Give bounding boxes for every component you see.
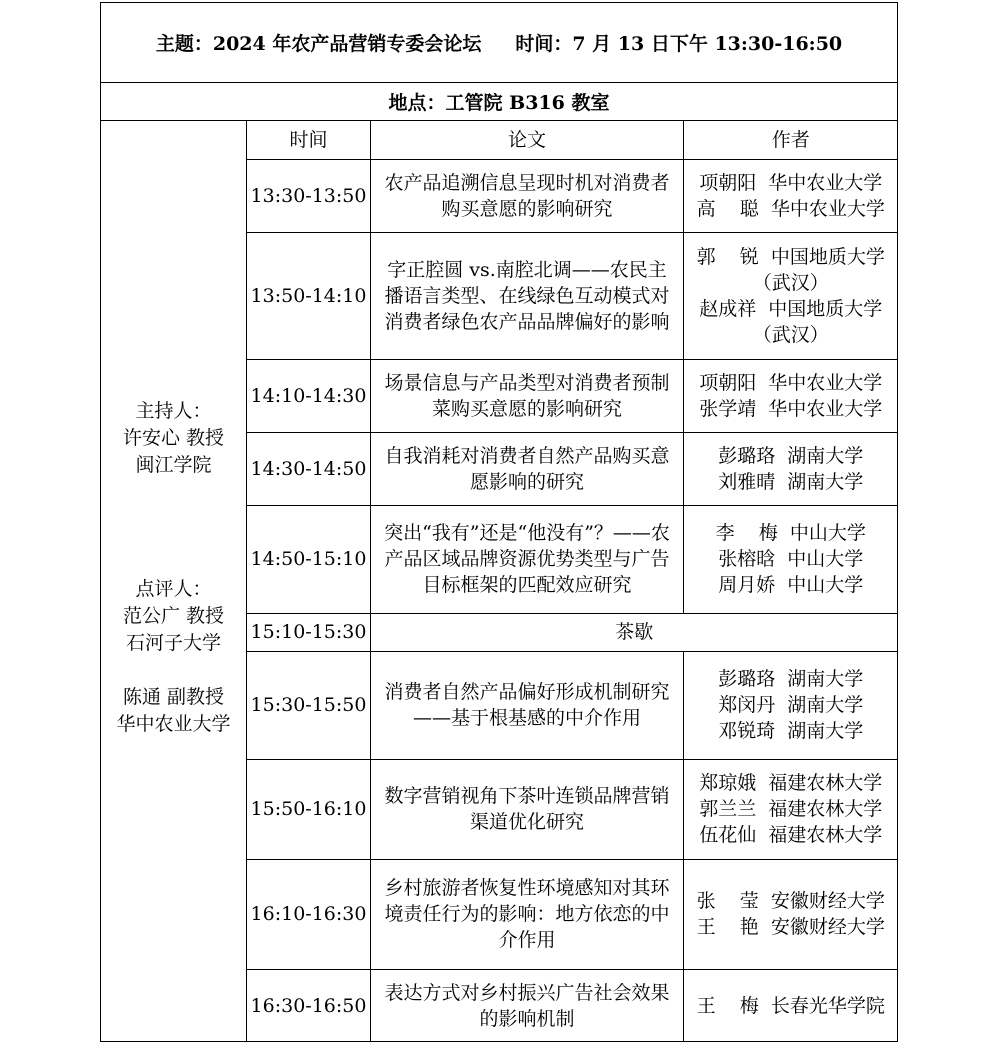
table-row	[247, 232, 898, 359]
author-line: 郑闵丹 湖南大学	[718, 694, 864, 716]
table-row	[247, 432, 898, 505]
author-list	[684, 432, 898, 505]
paper-title: 场景信息与产品类型对消费者预制菜购买意愿的影响研究	[371, 359, 684, 432]
time-text: 时间：7 月 13 日下午 13:30-16:50	[515, 33, 843, 55]
table-header-row	[247, 121, 898, 159]
session-time: 15:50-16:10	[247, 759, 371, 859]
session-time: 13:50-14:10	[247, 232, 371, 359]
paper-title: 数字营销视角下茶叶连锁品牌营销渠道优化研究	[371, 759, 684, 859]
table-row	[247, 969, 898, 1042]
session-time: 14:30-14:50	[247, 432, 371, 505]
host-block	[101, 398, 246, 479]
location-row	[101, 83, 897, 121]
author-line: 郑琼娥 福建农林大学	[699, 772, 883, 794]
reviewer-name: 范公广 教授	[122, 605, 225, 627]
author-list	[684, 159, 898, 232]
author-line: 郭 锐 中国地质大学	[696, 245, 885, 268]
location-text: 地点：工管院 B316 教室	[388, 92, 610, 114]
author-line: （武汉）	[752, 271, 829, 294]
paper-title: 字正腔圆 vs.南腔北调——农民主播语言类型、在线绿色互动模式对消费者绿色农产品品牌偏好的影响	[371, 232, 684, 359]
author-list	[684, 359, 898, 432]
session-time: 15:10-15:30	[247, 613, 371, 651]
author-list	[684, 859, 898, 969]
paper-title: 自我消耗对消费者自然产品购买意愿影响的研究	[371, 432, 684, 505]
table-row	[247, 159, 898, 232]
author-list	[684, 759, 898, 859]
author-line: 邓锐琦 湖南大学	[718, 720, 864, 742]
author-line: 王 艳 安徽财经大学	[696, 916, 885, 938]
schedule-table	[246, 121, 898, 1042]
session-time: 13:30-13:50	[247, 159, 371, 232]
author-list	[684, 969, 898, 1042]
header-row	[101, 3, 897, 83]
paper-title: 消费者自然产品偏好形成机制研究——基于根基感的中介作用	[371, 651, 684, 759]
host-affiliation: 闽江学院	[135, 454, 212, 476]
column-header-paper: 论文	[371, 121, 684, 159]
session-time: 16:30-16:50	[247, 969, 371, 1042]
author-line: 项朝阳 华中农业大学	[699, 371, 883, 394]
column-header-author: 作者	[684, 121, 898, 159]
table-row	[247, 505, 898, 613]
paper-title: 突出“我有”还是“他没有”？——农产品区域品牌资源优势类型与广告目标框架的匹配效应研究	[371, 505, 684, 613]
reviewer-name: 陈通 副教授	[122, 686, 225, 708]
table-row	[247, 651, 898, 759]
sidebar-host-reviewers	[101, 121, 246, 1041]
session-time: 14:50-15:10	[247, 505, 371, 613]
author-list	[684, 651, 898, 759]
paper-title: 乡村旅游者恢复性环境感知对其环境责任行为的影响：地方依恋的中介作用	[371, 859, 684, 969]
author-line: 彭璐珞 湖南大学	[718, 668, 864, 690]
table-row	[247, 613, 898, 651]
author-line: 项朝阳 华中农业大学	[699, 171, 883, 194]
author-list	[684, 505, 898, 613]
author-list	[684, 232, 898, 359]
author-line: 周月娇 中山大学	[718, 574, 864, 596]
schedule-sheet	[100, 2, 898, 1042]
table-row	[247, 859, 898, 969]
reviewer-block	[101, 576, 246, 738]
session-time: 14:10-14:30	[247, 359, 371, 432]
paper-title: 农产品追溯信息呈现时机对消费者购买意愿的影响研究	[371, 159, 684, 232]
reviewer-title: 点评人：	[135, 578, 212, 600]
host-name: 许安心 教授	[122, 427, 225, 449]
author-line: 张榕晗 中山大学	[718, 548, 864, 570]
session-time: 15:30-15:50	[247, 651, 371, 759]
author-line: 刘雅晴 湖南大学	[718, 470, 864, 493]
column-header-time: 时间	[247, 121, 371, 159]
author-line: 彭璐珞 湖南大学	[718, 444, 864, 467]
author-line: 伍花仙 福建农林大学	[699, 824, 883, 846]
author-line: 张 莹 安徽财经大学	[696, 890, 885, 912]
author-line: 张学靖 华中农业大学	[699, 397, 883, 420]
table-row	[247, 359, 898, 432]
break-cell: 茶歇	[371, 613, 898, 651]
author-line: 李 梅 中山大学	[715, 522, 866, 544]
table-row	[247, 759, 898, 859]
paper-title: 表达方式对乡村振兴广告社会效果的影响机制	[371, 969, 684, 1042]
author-line: 郭兰兰 福建农林大学	[699, 798, 883, 820]
session-time: 16:10-16:30	[247, 859, 371, 969]
author-line: 高 聪 华中农业大学	[696, 197, 885, 220]
author-line: （武汉）	[752, 323, 829, 346]
reviewer-affiliation: 石河子大学	[125, 632, 221, 654]
author-line: 王 梅 长春光华学院	[696, 994, 885, 1017]
topic-text: 主题：2024 年农产品营销专委会论坛	[155, 33, 482, 55]
host-title: 主持人：	[135, 400, 212, 422]
author-line: 赵成祥 中国地质大学	[699, 297, 883, 320]
reviewer-affiliation: 华中农业大学	[116, 713, 231, 735]
